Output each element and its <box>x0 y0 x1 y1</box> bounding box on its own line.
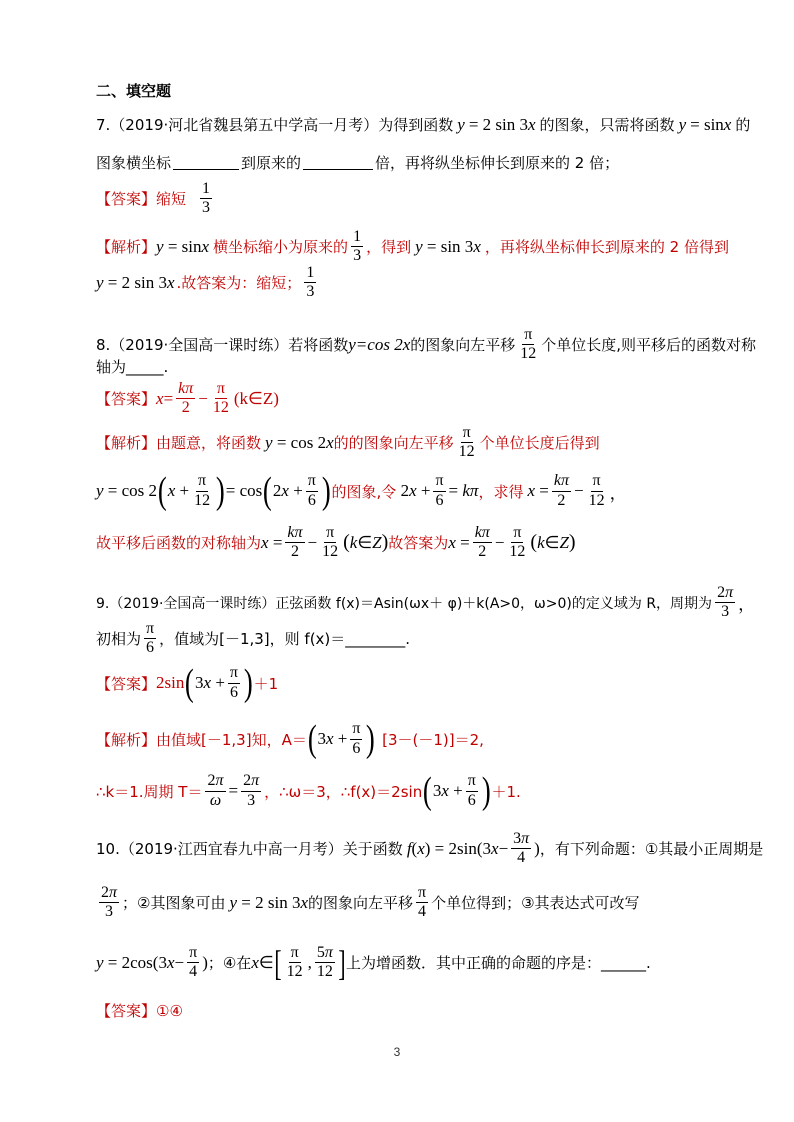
fill-blank <box>173 168 239 170</box>
fill-blank <box>303 168 373 170</box>
q8-analysis-line1: 【解析】 由题意，将函数 y = cos 2 x 的的图象向左平移 $\frac{\pi}{12}$ 个单位长度后得到 <box>96 424 600 461</box>
q8-line2: 轴为_____. <box>96 358 169 376</box>
math-y-2sin3x: y <box>457 114 465 134</box>
q9-analysis-line1: 【解析】 由值域[－1,3]知，A＝ ( 3 x + $\frac{\pi}{6}$ ) [3－(－1)]＝2, <box>96 718 484 760</box>
q8-analysis-line3: 故平移后函数的对称轴为 x = $\frac{k\pi}{2}$ − $\frac{\pi}{12}$ ( k ∈ Z ) 故答案为 x = $\frac{k\pi}{2}$ − $\frac{\pi}{12}$ ( k ∈ Z ) <box>96 524 576 561</box>
q7-answer: 【答案】 缩短 $\frac{1}{3}$ <box>96 180 211 217</box>
q10-line2: $\frac{2\pi}{3}$ ；②其图象可由 y = 2 sin 3 x 的图象向左平移 $\frac{\pi}{4}$ 个单位得到；③其表达式可改写 <box>101 884 640 921</box>
q10-answer: 【答案】 ①④ <box>96 1001 183 1020</box>
fraction: $\frac{1}{3}$ <box>202 180 211 217</box>
q10-line1: 10.（2019·江西宜春九中高一月考）关于函数 f ( x ) = 2sin(3 x − $\frac{3\pi}{4}$ ) ，有下列命题：①其最小正周期是 <box>96 830 764 867</box>
q8-answer: 【答案】 x = $\frac{k\pi}{2}$ − $\frac{\pi}{12}$ (k∈Z) <box>96 380 279 417</box>
q7-line2: 图象横坐标 到原来的 倍，再将纵坐标伸长到原来的 2 倍； <box>96 154 620 172</box>
q9-line1: 9.（2019·全国高一课时练）正弦函数 f(x)＝Asin(ωx＋ φ)＋k(A>0，ω>0)的定义域为 R，周期为 $\frac{2\pi}{3}$ ， <box>96 584 756 621</box>
page-number: 3 <box>393 1045 401 1059</box>
q7-analysis-line2: y = 2 sin 3 x .故答案为：缩短； $\frac{1}{3}$ <box>96 264 315 301</box>
q9-analysis-line2: ∴k＝1.周期 T＝ $\frac{2\pi}{\omega}$ = $\frac{2\pi}{3}$ ，∴ω＝3，∴f(x)＝2sin ( 3 x + $\frac{\pi}{6}$ ) ＋1. <box>96 770 521 812</box>
q9-answer: 【答案】 2sin ( 3 x + $\frac{\pi}{6}$ ) ＋1 <box>96 662 279 704</box>
q8-analysis-line2: y = cos 2 ( x + $\frac{\pi}{12}$ ) = cos ( 2 x + $\frac{\pi}{6}$ ) 的图象,令 2 x + $\frac{\pi}{6}$ = kπ ，求得 x = $\frac{k\pi}{2}$ − $\frac{\pi}{12}$ ， <box>96 470 627 512</box>
q10-line3: y = 2cos(3 x − $\frac{\pi}{4}$ ) ；④在 x ∈ [ $\frac{\pi}{12}$ , $\frac{5\pi}{12}$ ] 上为增函数．其中正确的命题的序是：______. <box>96 942 651 983</box>
q7-line1: 7.（2019·河北省魏县第五中学高一月考）为得到函数 y = 2 sin 3 x 的图象，只需将函数 y = sin x 的 <box>96 114 751 134</box>
q9-line2: 初相为 $\frac{\pi}{6}$ ，值域为[－1,3]，则 f(x)＝________. <box>96 620 411 657</box>
section-title: 二、填空题 <box>96 82 172 100</box>
q7-analysis-line1: 【解析】 y = sin x 横坐标缩小为原来的 $\frac{1}{3}$ ，得到 y = sin 3 x ，再将纵坐标伸长到原来的 2 倍得到 <box>96 228 729 265</box>
q8-line1: 8.（2019·全国高一课时练）若将函数 y=cos 2x 的图象向左平移 $\frac{\pi}{12}$ 个单位长度,则平移后的函数对称 <box>96 326 757 363</box>
